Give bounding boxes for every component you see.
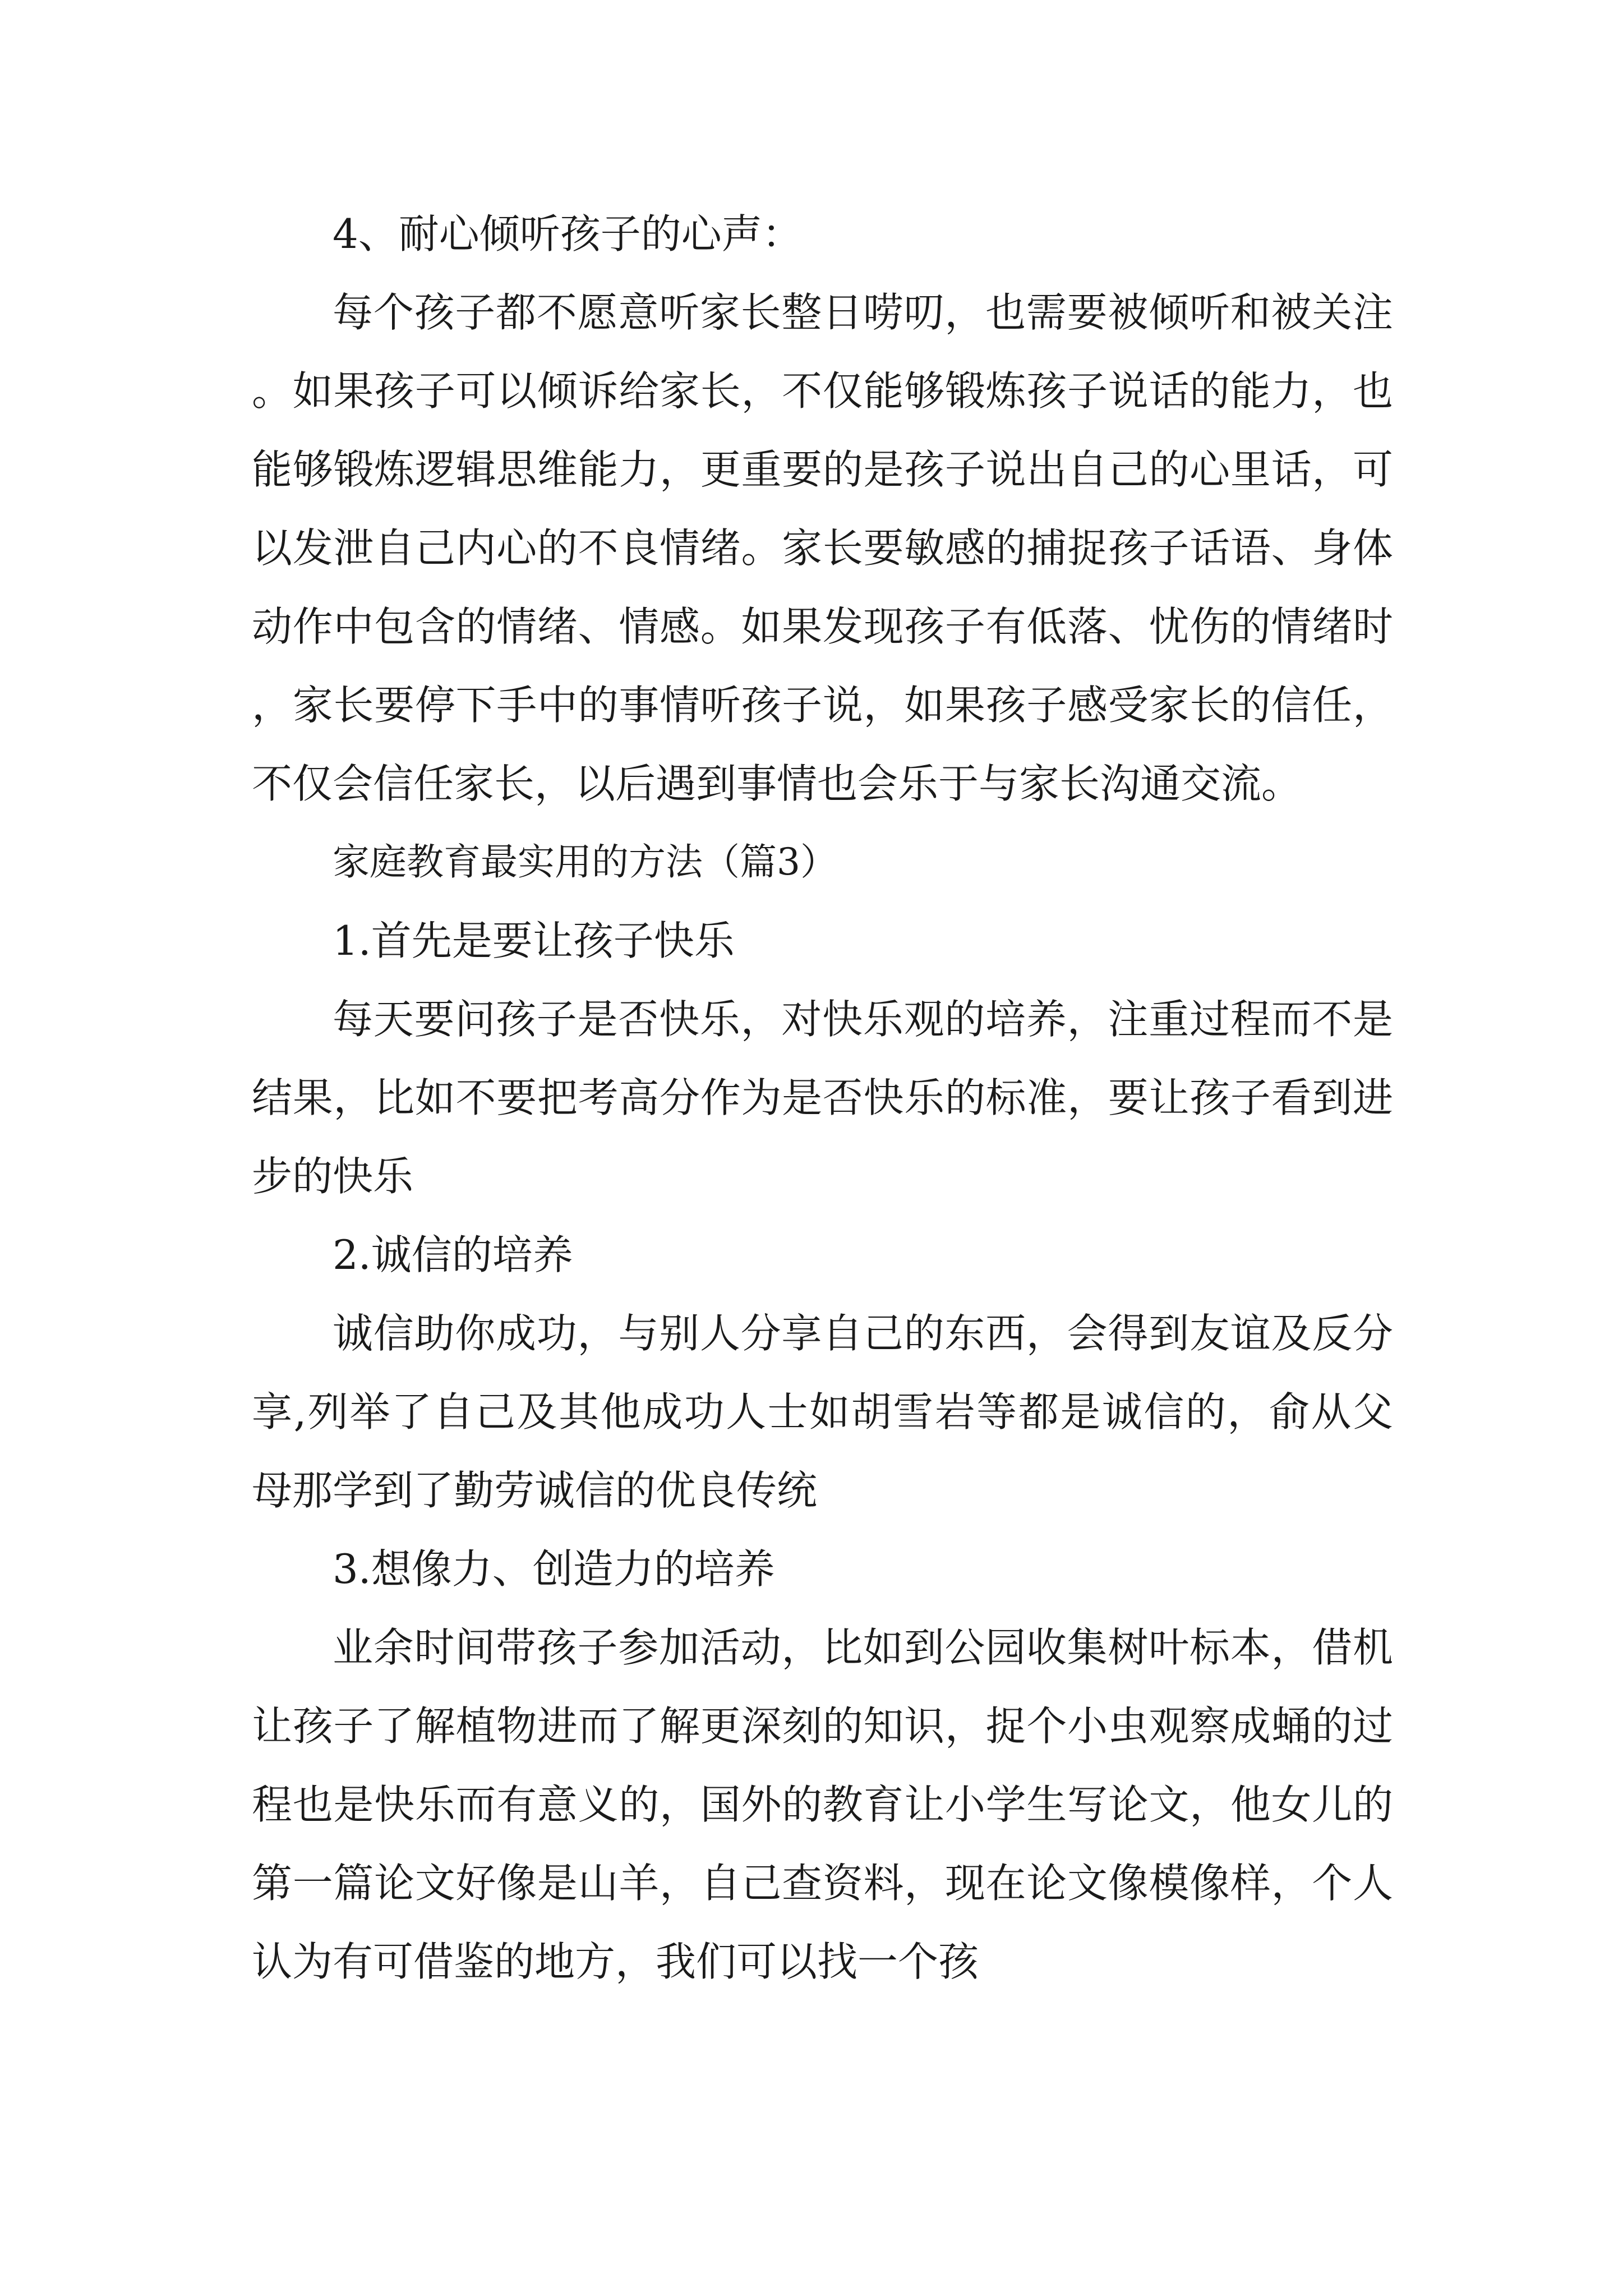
body-text bbox=[252, 195, 1393, 2001]
paragraph-imagination: 业余时间带孩子参加活动，比如到公园收集树叶标本，借机让孩子了解植物进而了解更深刻的知识，捉个小虫观察成蛹的过程也是快乐而有意义的，国外的教育让小学生写论文，他女儿的第一篇论文好像是山羊，自己查资料，现在论文像模像样，个人认为有可借鉴的地方，我们可以找一个孩 bbox=[252, 1624, 1393, 1985]
subheading-honesty: 2.诚信的培养 bbox=[333, 1231, 573, 1278]
subheading-listen: 4、耐心倾听孩子的心声： bbox=[333, 210, 803, 257]
paragraph-listen: 每个孩子都不愿意听家长整日唠叨，也需要被倾听和被关注。如果孩子可以倾诉给家长，不仅能够锻炼孩子说话的能力，也能够锻炼逻辑思维能力，更重要的是孩子说出自己的心里话，可以发泄自己内心的不良情绪。家长要敏感的捕捉孩子话语、身体动作中包含的情绪、情感。如果发现孩子有低落、忧伤的情绪时，家长要停下手中的事情听孩子说，如果孩子感受家长的信任，不仅会信任家长，以后遇到事情也会乐于与家长沟通交流。 bbox=[252, 289, 1393, 807]
section-title: 家庭教育最实用的方法（篇3） bbox=[333, 840, 837, 884]
paragraph-honesty: 诚信助你成功，与别人分享自己的东西，会得到友谊及反分享,列举了自己及其他成功人士如胡雪岩等都是诚信的，俞从父母那学到了勤劳诚信的优良传统 bbox=[252, 1310, 1393, 1514]
subheading-imagination: 3.想像力、创造力的培养 bbox=[333, 1545, 775, 1593]
subheading-happiness: 1.首先是要让孩子快乐 bbox=[333, 917, 735, 964]
paragraph-happiness: 每天要问孩子是否快乐，对快乐观的培养，注重过程而不是结果，比如不要把考高分作为是否快乐的标准，要让孩子看到进步的快乐 bbox=[252, 996, 1393, 1200]
